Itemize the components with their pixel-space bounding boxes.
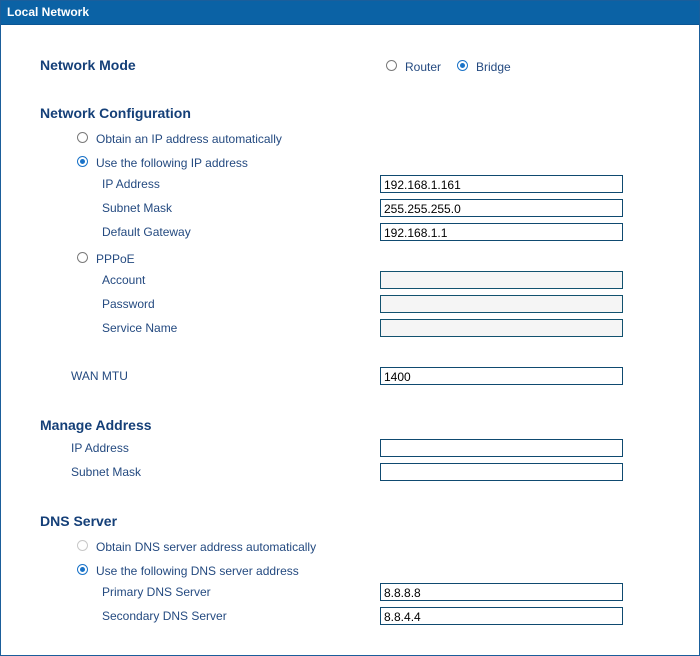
wan-mtu-label: WAN MTU (71, 369, 128, 383)
network-configuration-heading: Network Configuration (40, 105, 191, 121)
panel-titlebar (1, 1, 699, 25)
account-input[interactable] (380, 271, 623, 289)
service-name-input[interactable] (380, 319, 623, 337)
use-following-ip-label[interactable]: Use the following IP address (96, 156, 248, 170)
dns-server-heading: DNS Server (40, 513, 118, 529)
obtain-dns-auto-radio[interactable] (77, 540, 88, 551)
default-gateway-label: Default Gateway (102, 225, 191, 239)
subnet-mask-input[interactable] (380, 199, 623, 217)
service-name-label: Service Name (102, 321, 178, 335)
pppoe-radio[interactable] (77, 252, 88, 263)
default-gateway-input[interactable] (380, 223, 623, 241)
obtain-dns-auto-label[interactable]: Obtain DNS server address automatically (96, 540, 317, 554)
router-label[interactable]: Router (405, 60, 442, 74)
obtain-ip-auto-radio[interactable] (77, 132, 88, 143)
network-mode-heading: Network Mode (40, 57, 136, 73)
manage-subnet-mask-input[interactable] (380, 463, 623, 481)
manage-ip-address-input[interactable] (380, 439, 623, 457)
bridge-label[interactable]: Bridge (476, 60, 511, 74)
bridge-radio[interactable] (457, 60, 468, 71)
panel-title: Local Network (7, 5, 90, 19)
password-input[interactable] (380, 295, 623, 313)
secondary-dns-label: Secondary DNS Server (102, 609, 227, 623)
pppoe-label[interactable]: PPPoE (96, 252, 135, 266)
subnet-mask-label: Subnet Mask (102, 201, 173, 215)
primary-dns-label: Primary DNS Server (102, 585, 211, 599)
obtain-ip-auto-label[interactable]: Obtain an IP address automatically (96, 132, 282, 146)
use-following-ip-radio[interactable] (77, 156, 88, 167)
account-label: Account (102, 273, 146, 287)
manage-address-heading: Manage Address (40, 417, 152, 433)
password-label: Password (102, 297, 155, 311)
wan-mtu-input[interactable] (380, 367, 623, 385)
use-following-dns-radio[interactable] (77, 564, 88, 575)
manage-ip-address-label: IP Address (71, 441, 129, 455)
primary-dns-input[interactable] (380, 583, 623, 601)
use-following-dns-label[interactable]: Use the following DNS server address (96, 564, 299, 578)
manage-subnet-mask-label: Subnet Mask (71, 465, 142, 479)
ip-address-label: IP Address (102, 177, 160, 191)
ip-address-input[interactable] (380, 175, 623, 193)
secondary-dns-input[interactable] (380, 607, 623, 625)
router-radio[interactable] (386, 60, 397, 71)
